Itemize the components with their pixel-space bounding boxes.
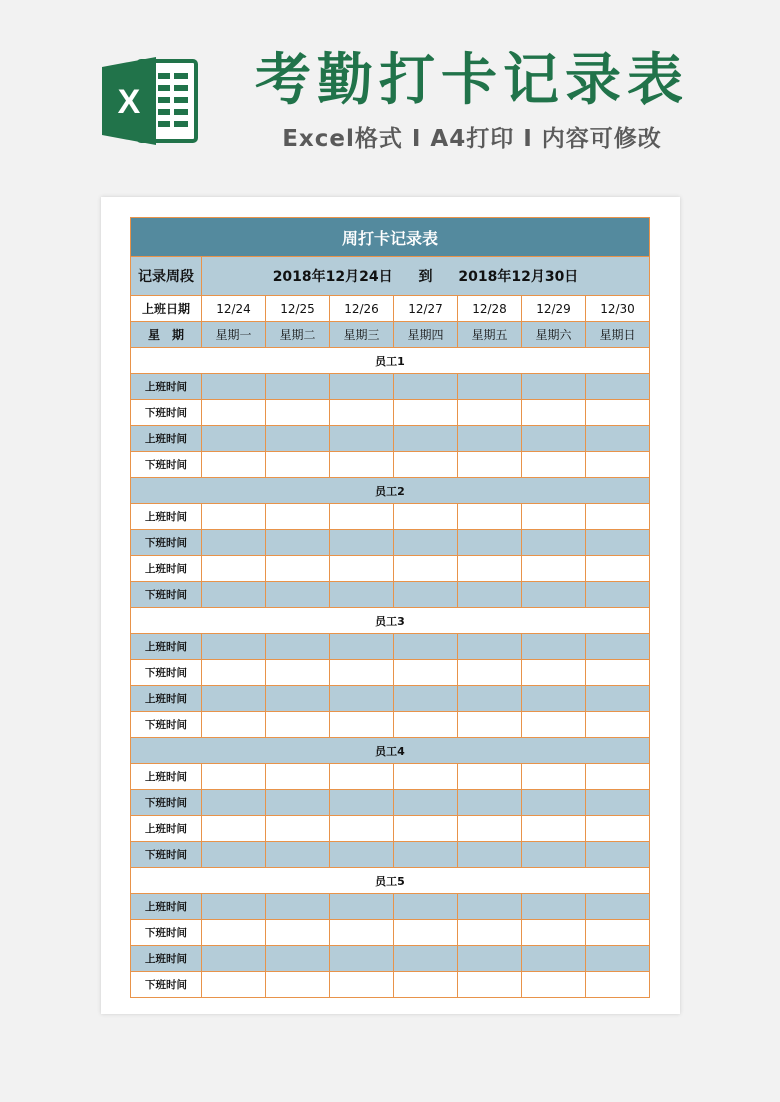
time-label[interactable]: 下班时间 [131,842,202,868]
time-cell[interactable] [394,894,458,920]
time-cell[interactable] [202,920,266,946]
time-cell[interactable] [522,452,586,478]
end-date: 2018年12月30日 [458,269,579,285]
time-label[interactable]: 下班时间 [131,660,202,686]
time-cell[interactable] [202,400,266,426]
time-cell[interactable] [458,842,522,868]
weekday-cell[interactable]: 星期六 [522,322,586,348]
time-label[interactable]: 上班时间 [131,894,202,920]
time-cell[interactable] [330,426,394,452]
time-cell[interactable] [266,634,330,660]
time-cell[interactable] [458,452,522,478]
time-label[interactable]: 上班时间 [131,504,202,530]
start-date: 2018年12月24日 [272,269,393,285]
time-cell[interactable] [458,946,522,972]
time-cell[interactable] [522,712,586,738]
time-cell[interactable] [522,842,586,868]
time-cell[interactable] [394,972,458,998]
time-cell[interactable] [266,426,330,452]
table-row [131,556,650,582]
time-cell[interactable] [266,842,330,868]
time-cell[interactable] [458,660,522,686]
time-cell[interactable] [202,764,266,790]
time-label[interactable]: 上班时间 [131,634,202,660]
time-cell[interactable] [458,556,522,582]
time-cell[interactable] [202,946,266,972]
table-row [131,764,650,790]
time-label[interactable]: 下班时间 [131,400,202,426]
time-cell[interactable] [330,686,394,712]
time-label[interactable]: 上班时间 [131,816,202,842]
time-cell[interactable] [394,816,458,842]
time-cell[interactable] [266,530,330,556]
time-cell[interactable] [458,816,522,842]
date-cell[interactable]: 12/29 [522,296,586,322]
time-cell[interactable] [202,556,266,582]
time-cell[interactable] [330,582,394,608]
time-cell[interactable] [394,946,458,972]
time-cell[interactable] [266,946,330,972]
time-cell[interactable] [522,894,586,920]
time-cell[interactable] [522,504,586,530]
time-cell[interactable] [586,504,650,530]
table-row [131,686,650,712]
time-label[interactable]: 上班时间 [131,686,202,712]
time-cell[interactable] [202,686,266,712]
time-cell[interactable] [202,712,266,738]
time-cell[interactable] [586,920,650,946]
time-cell[interactable] [202,842,266,868]
to-label: 到 [418,269,433,285]
time-cell[interactable] [394,712,458,738]
time-label[interactable]: 下班时间 [131,790,202,816]
table-row [131,920,650,946]
date-label[interactable]: 上班日期 [131,296,202,322]
weekday-label[interactable]: 星 期 [131,322,202,348]
employee-name[interactable]: 员工4 [131,738,650,764]
weekday-cell[interactable]: 星期四 [394,322,458,348]
time-cell[interactable] [330,634,394,660]
time-cell[interactable] [522,556,586,582]
employee-header-row [131,478,650,504]
time-cell[interactable] [458,712,522,738]
time-cell[interactable] [394,374,458,400]
time-cell[interactable] [458,972,522,998]
time-cell[interactable] [586,400,650,426]
svg-text:X: X [117,83,141,121]
time-cell[interactable] [522,920,586,946]
employee-name[interactable]: 员工1 [131,348,650,374]
time-label[interactable]: 上班时间 [131,426,202,452]
weekday-cell[interactable]: 星期二 [266,322,330,348]
table-row [131,426,650,452]
time-cell[interactable] [394,790,458,816]
time-cell[interactable] [202,530,266,556]
time-cell[interactable] [458,400,522,426]
time-cell[interactable] [522,816,586,842]
employee-header-row [131,608,650,634]
employee-header-row [131,868,650,894]
time-cell[interactable] [330,530,394,556]
time-cell[interactable] [586,790,650,816]
table-row [131,400,650,426]
time-cell[interactable] [586,426,650,452]
time-label[interactable]: 下班时间 [131,920,202,946]
table-row [131,374,650,400]
table-row [131,894,650,920]
time-cell[interactable] [522,634,586,660]
time-cell[interactable] [458,582,522,608]
time-cell[interactable] [586,946,650,972]
table-row [131,452,650,478]
time-cell[interactable] [586,686,650,712]
time-cell[interactable] [202,452,266,478]
table-row [131,712,650,738]
time-cell[interactable] [522,660,586,686]
table-row [131,634,650,660]
date-cell[interactable]: 12/27 [394,296,458,322]
weekday-cell[interactable]: 星期日 [586,322,650,348]
table-row [131,816,650,842]
time-cell[interactable] [394,530,458,556]
time-cell[interactable] [330,712,394,738]
table-row [131,972,650,998]
time-label[interactable]: 上班时间 [131,946,202,972]
date-cell[interactable]: 12/30 [586,296,650,322]
time-cell[interactable] [202,374,266,400]
time-cell[interactable] [586,816,650,842]
time-label[interactable]: 下班时间 [131,712,202,738]
page-title: 考勤打卡记录表 [255,48,689,113]
date-cell[interactable]: 12/24 [202,296,266,322]
employee-header-row [131,348,650,374]
time-cell[interactable] [266,660,330,686]
time-cell[interactable] [458,374,522,400]
time-cell[interactable] [394,504,458,530]
time-cell[interactable] [394,660,458,686]
table-row [131,946,650,972]
time-cell[interactable] [522,582,586,608]
period-range[interactable] [202,257,650,296]
time-cell[interactable] [330,972,394,998]
time-cell[interactable] [458,894,522,920]
weekday-cell[interactable]: 星期一 [202,322,266,348]
time-cell[interactable] [522,374,586,400]
time-cell[interactable] [330,894,394,920]
time-cell[interactable] [266,452,330,478]
time-cell[interactable] [330,504,394,530]
date-cell[interactable]: 12/25 [266,296,330,322]
time-cell[interactable] [458,530,522,556]
time-cell[interactable] [458,504,522,530]
time-cell[interactable] [330,790,394,816]
attendance-table [130,217,650,998]
time-cell[interactable] [266,790,330,816]
time-cell[interactable] [586,582,650,608]
time-cell[interactable] [586,894,650,920]
page-subtitle: Excel格式 I A4打印 I 内容可修改 [282,126,662,152]
time-cell[interactable] [266,504,330,530]
time-cell[interactable] [394,400,458,426]
time-cell[interactable] [458,920,522,946]
time-cell[interactable] [586,660,650,686]
time-cell[interactable] [330,660,394,686]
table-title: 周打卡记录表 [131,218,650,257]
time-cell[interactable] [266,374,330,400]
time-cell[interactable] [394,426,458,452]
time-label[interactable]: 下班时间 [131,972,202,998]
time-cell[interactable] [522,686,586,712]
time-cell[interactable] [522,972,586,998]
time-cell[interactable] [586,452,650,478]
time-cell[interactable] [394,582,458,608]
time-cell[interactable] [266,764,330,790]
time-cell[interactable] [266,556,330,582]
time-cell[interactable] [586,972,650,998]
time-cell[interactable] [202,582,266,608]
time-cell[interactable] [394,634,458,660]
time-cell[interactable] [202,660,266,686]
time-cell[interactable] [330,556,394,582]
time-cell[interactable] [266,816,330,842]
time-cell[interactable] [394,920,458,946]
time-cell[interactable] [330,452,394,478]
employee-name[interactable]: 员工3 [131,608,650,634]
time-cell[interactable] [458,790,522,816]
time-cell[interactable] [266,894,330,920]
table-row [131,842,650,868]
table-row [131,582,650,608]
employee-name[interactable]: 员工5 [131,868,650,894]
time-cell[interactable] [586,712,650,738]
time-cell[interactable] [586,842,650,868]
employee-header-row [131,738,650,764]
time-cell[interactable] [330,764,394,790]
time-cell[interactable] [202,426,266,452]
time-cell[interactable] [458,764,522,790]
time-cell[interactable] [586,634,650,660]
time-cell[interactable] [586,556,650,582]
time-cell[interactable] [202,816,266,842]
time-cell[interactable] [202,634,266,660]
time-cell[interactable] [266,920,330,946]
time-cell[interactable] [394,764,458,790]
excel-logo-icon [100,55,200,147]
time-cell[interactable] [266,582,330,608]
time-cell[interactable] [202,972,266,998]
time-cell[interactable] [266,686,330,712]
table-row [131,530,650,556]
table-row [131,504,650,530]
time-cell[interactable] [266,400,330,426]
time-cell[interactable] [330,374,394,400]
time-cell[interactable] [586,764,650,790]
time-cell[interactable] [266,972,330,998]
time-label[interactable]: 下班时间 [131,582,202,608]
time-label[interactable]: 上班时间 [131,374,202,400]
time-cell[interactable] [522,530,586,556]
time-cell[interactable] [202,504,266,530]
time-label[interactable]: 上班时间 [131,556,202,582]
time-cell[interactable] [522,426,586,452]
time-label[interactable]: 上班时间 [131,764,202,790]
date-cell[interactable]: 12/28 [458,296,522,322]
time-cell[interactable] [394,452,458,478]
time-cell[interactable] [586,374,650,400]
time-cell[interactable] [458,426,522,452]
table-row [131,790,650,816]
weekday-cell[interactable]: 星期五 [458,322,522,348]
time-cell[interactable] [202,894,266,920]
date-cell[interactable]: 12/26 [330,296,394,322]
time-cell[interactable] [394,842,458,868]
period-label[interactable]: 记录周段 [131,257,202,296]
time-cell[interactable] [522,400,586,426]
time-cell[interactable] [522,790,586,816]
table-row [131,660,650,686]
employee-name[interactable]: 员工2 [131,478,650,504]
time-cell[interactable] [266,712,330,738]
time-cell[interactable] [522,946,586,972]
time-cell[interactable] [394,556,458,582]
time-cell[interactable] [330,816,394,842]
weekday-cell[interactable]: 星期三 [330,322,394,348]
time-cell[interactable] [330,946,394,972]
time-cell[interactable] [394,686,458,712]
time-cell[interactable] [202,790,266,816]
time-cell[interactable] [330,920,394,946]
time-cell[interactable] [458,634,522,660]
time-cell[interactable] [458,686,522,712]
time-label[interactable]: 下班时间 [131,530,202,556]
time-cell[interactable] [330,842,394,868]
time-cell[interactable] [522,764,586,790]
time-cell[interactable] [330,400,394,426]
time-label[interactable]: 下班时间 [131,452,202,478]
time-cell[interactable] [586,530,650,556]
